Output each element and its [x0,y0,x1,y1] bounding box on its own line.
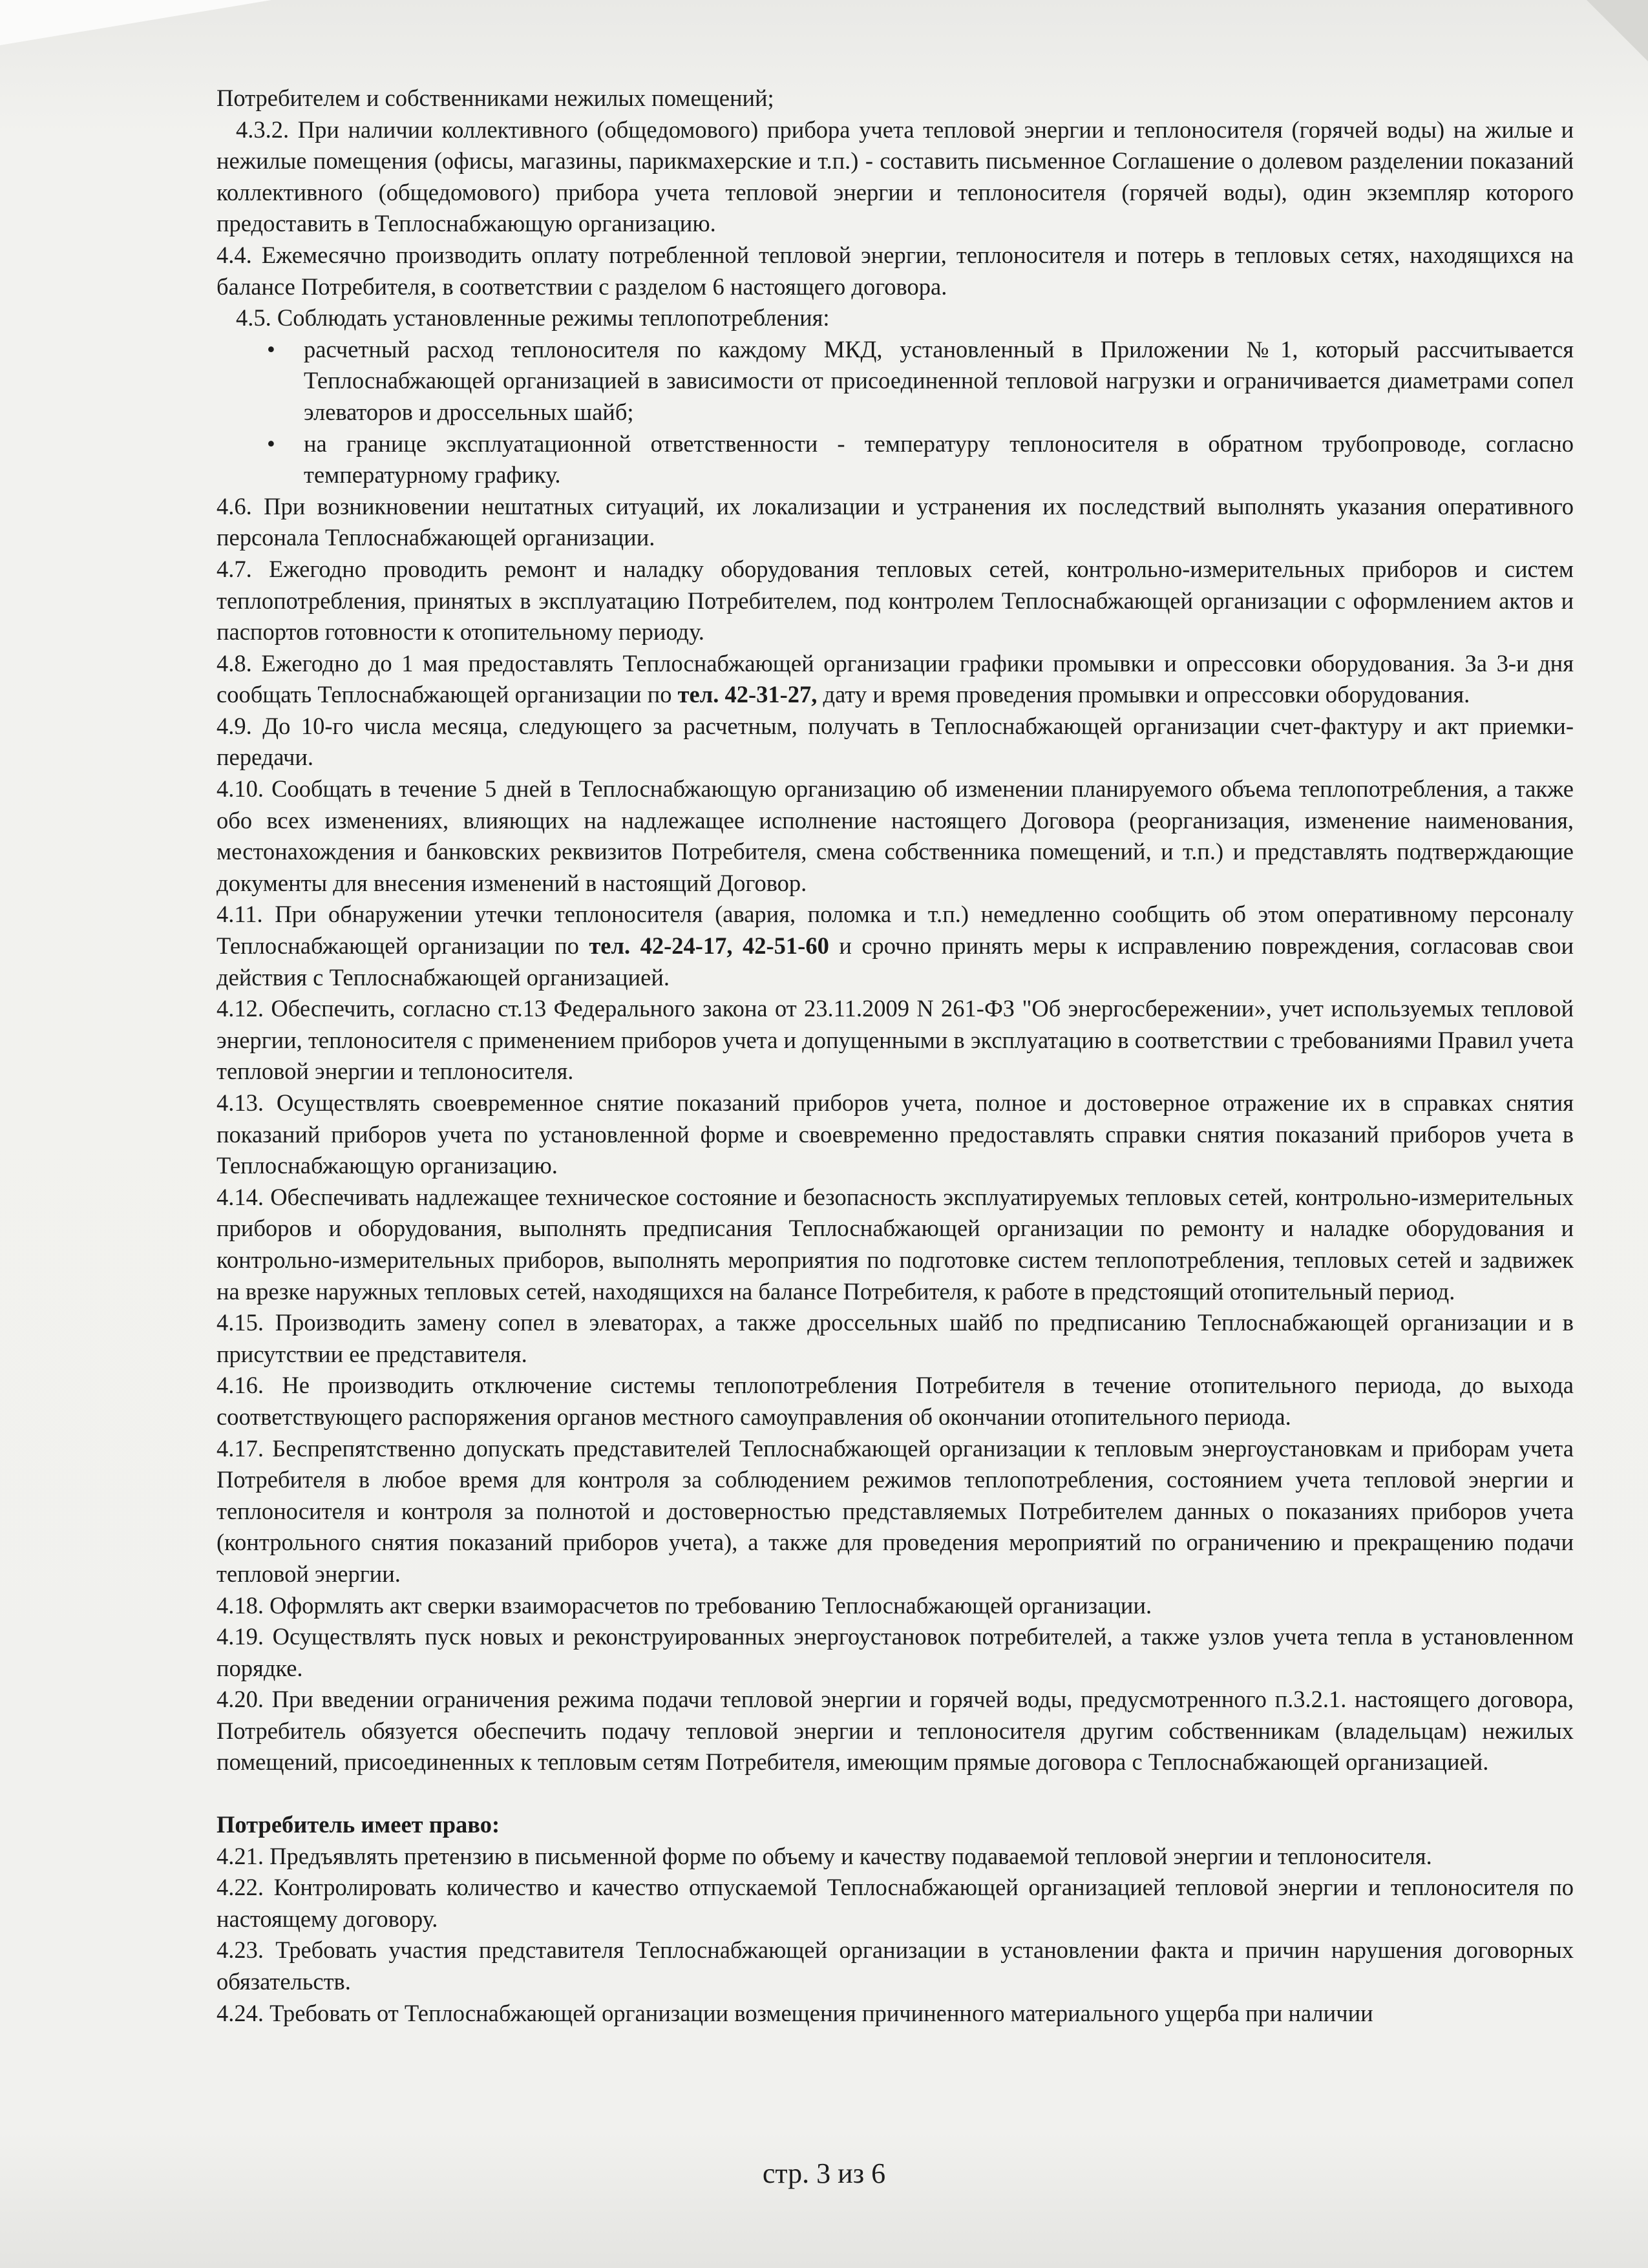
list-item [217,428,1574,491]
paragraph-4-24: 4.24. Требовать от Теплоснабжающей организации возмещения причиненного материального ущерба при наличии [217,1999,1373,2026]
paragraph-4-3-2: 4.3.2. При наличии коллективного (общедомового) прибора учета тепловой энергии и теплоносителя (горячей воды) на жилые и нежилые помещения (офисы, магазины, парикмахерские и т.п.) - составить письменное Соглашение о долевом разделении показаний коллективного (общедомового) прибора учета тепловой энергии и теплоносителя (горячей воды), один экземпляр которого предоставить в Теплоснабжающую организацию. [217,116,1574,237]
paragraph-4-19: 4.19. Осуществлять пуск новых и реконструированных энергоустановок потребителей, а также узлов учета тепла в установленном порядке. [217,1623,1574,1681]
paragraph-4-21: 4.21. Предъявлять претензию в письменной форме по объему и качеству подаваемой тепловой энергии и теплоносителя. [217,1842,1432,1869]
paragraph-4-17: 4.17. Беспрепятственно допускать представителей Теплоснабжающей организации к тепловым энергоустановкам и приборам учета Потребителя в любое время для контроля за соблюдением режимов теплопотребления, состоянием учета тепловой энергии и теплоносителя и контроля за полнотой и достоверностью представляемых Потребителем данных о показаниях приборов учета (контрольного снятия показаний приборов учета), а также для проведения мероприятий по ограничению и прекращению подачи тепловой энергии. [217,1434,1574,1587]
paragraph-4-16: 4.16. Не производить отключение системы теплопотребления Потребителя в течение отопительного периода, до выхода соответствующего распоряжения органов местного самоуправления об окончании отопительного периода. [217,1372,1574,1430]
paragraph-4-8-text: 4.8. Ежегодно до 1 мая предоставлять Теплоснабжающей организации графики промывки и опрессовки оборудования. За 3-и дня сообщать Теплоснабжающей организации по [217,649,1574,708]
phone-numbers: тел. 42-24-17, 42-51-60 [589,932,829,960]
paragraph-4-23: 4.23. Требовать участия представителя Теплоснабжающей организации в установлении факта и причин нарушения договорных обязательств. [217,1937,1574,1995]
paragraph-4-18: 4.18. Оформлять акт сверки взаиморасчетов по требованию Теплоснабжающей организации. [217,1591,1152,1619]
page-number: стр. 3 из 6 [762,2158,886,2189]
paragraph-4-20: 4.20. При введении ограничения режима подачи тепловой энергии и горячей воды, предусмотренного п.3.2.1. настоящего договора, Потребитель обязуется обеспечить подачу тепловой энергии и теплоносителя другим собственникам (владельцам) нежилых помещений, присоединенных к тепловым сетям Потребителя, имеющим прямые договора с Теплоснабжающей организацией. [217,1686,1574,1776]
paragraph-4-10: 4.10. Сообщать в течение 5 дней в Теплоснабжающую организацию об изменении планируемого объема теплопотребления, а также обо всех изменениях, влияющих на надлежащее исполнение настоящего Договора (реорганизация, изменение наименования, местонахождения и банковских реквизитов Потребителя, смена собственника помещений, и т.п.) и представлять подтверждающие документы для внесения изменений в настоящий Договор. [217,775,1574,896]
paragraph-continuation: Потребителем и собственниками нежилых помещений; [217,85,774,111]
paragraph-4-11-text: 4.11. При обнаружении утечки теплоносителя (авария, поломка и т.п.) немедленно сообщить об этом оперативному персоналу Теплоснабжающей организации по [217,901,1574,960]
paragraph-4-11-text-end: и срочно принять меры к исправлению повреждения, согласовав свои действия с Теплоснабжающей организацией. [217,932,1574,991]
paragraph-4-12: 4.12. Обеспечить, согласно ст.13 Федерального закона от 23.11.2009 N 261-ФЗ "Об энергосбережении», учет используемых тепловой энергии, теплоносителя с применением приборов учета и допущенными в эксплуатацию в соответствии с требованиями Правил учета тепловой энергии и теплоносителя. [217,995,1574,1085]
paragraph-4-4: 4.4. Ежемесячно производить оплату потребленной тепловой энергии, теплоносителя и потерь в тепловых сетях, находящихся на балансе Потребителя, в соответствии с разделом 6 настоящего договора. [217,241,1574,300]
paragraph-4-6: 4.6. При возникновении нештатных ситуаций, их локализации и устранения их последствий выполнять указания оперативного персонала Теплоснабжающей организации. [217,492,1574,551]
section-heading-consumer-rights: Потребитель имеет право: [217,1811,500,1838]
page-fold-top-right [1587,0,1648,61]
bullet-icon: • [267,335,275,362]
page-fold-top-left [0,0,271,45]
list-item [217,334,1574,428]
paragraph-4-13: 4.13. Осуществлять своевременное снятие показаний приборов учета, полное и достоверное отражение их в справках снятия показаний приборов учета по установленной форме и своевременно предоставлять справки снятия показаний приборов учета в Теплоснабжающую организацию. [217,1089,1574,1179]
paragraph-4-8-text-end: дату и время проведения промывки и опрессовки оборудования. [817,681,1470,708]
bullet-list-regimes [217,334,1574,491]
phone-number: тел. 42-31-27, [677,681,818,708]
paragraph-4-14: 4.14. Обеспечивать надлежащее техническое состояние и безопасность эксплуатируемых тепловых сетей, контрольно-измерительных приборов и оборудования, выполнять предписания Теплоснабжающей организации по ремонту и наладке оборудования и контрольно-измерительных приборов, выполнять мероприятия по подготовке систем теплопотребления, тепловых сетей и задвижек на врезке наружных тепловых сетей, находящихся на балансе Потребителя, к работе в предстоящий отопительный период. [217,1183,1574,1305]
paragraph-4-22: 4.22. Контролировать количество и качество отпускаемой Теплоснабжающей организацией тепловой энергии и теплоносителя по настоящему договору. [217,1874,1574,1932]
paragraph-4-11 [217,899,1574,993]
list-item-text: расчетный расход теплоносителя по каждому МКД, установленный в Приложении №1, который рассчитывается Теплоснабжающей организацией в зависимости от присоединенной тепловой нагрузки и ограничивается диаметрами сопел элеваторов и дроссельных шайб; [304,335,1574,425]
document-body [217,83,1574,2029]
paragraph-4-8 [217,648,1574,711]
paragraph-4-5: 4.5. Соблюдать установленные режимы теплопотребления: [236,304,830,331]
list-item-text: на границе эксплуатационной ответственности - температуру теплоносителя в обратном трубопроводе, согласно температурному графику. [304,430,1574,488]
paragraph-4-15: 4.15. Производить замену сопел в элеваторах, а также дроссельных шайб по предписанию Теплоснабжающей организации и в присутствии ее представителя. [217,1309,1574,1367]
paragraph-4-9: 4.9. До 10-го числа месяца, следующего за расчетным, получать в Теплоснабжающей организации счет-фактуру и акт приемки-передачи. [217,712,1574,771]
paragraph-4-7: 4.7. Ежегодно проводить ремонт и наладку оборудования тепловых сетей, контрольно-измерительных приборов и систем теплопотребления, принятых в эксплуатацию Потребителем, под контролем Теплоснабжающей организации с оформлением актов и паспортов готовности к отопительному периоду. [217,555,1574,646]
bullet-icon: • [267,430,275,457]
